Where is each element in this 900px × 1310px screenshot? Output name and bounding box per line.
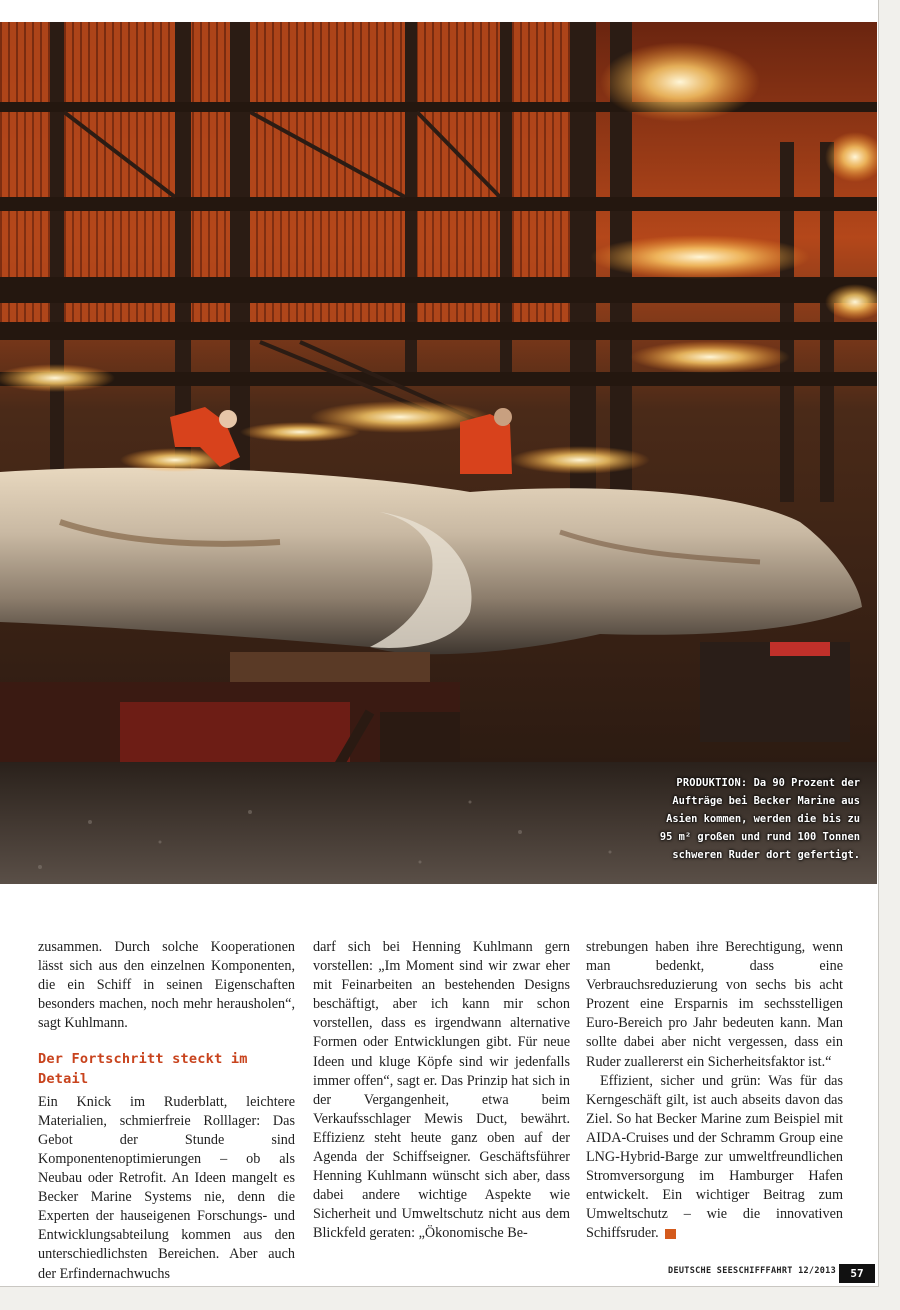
paragraph: zusammen. Durch solche Kooperationen lässt sich aus den einzelnen Komponenten, die ein Schiff in seinen Eigenschaften besonders machen, noch mehr herausholen“, sagt Kuhlmann. (38, 939, 295, 1032)
caption-line-1: Da 90 Prozent der (753, 777, 860, 789)
photo-caption (640, 774, 860, 864)
paragraph-text: Effizient, sicher und grün: Was für das Kerngeschäft gilt, ist auch abseits davon das Ziel. So hat Becker Marine zum Beispiel mit AIDA-Cruises und der Schramm Group eine LNG-Hybrid-Barge zur umweltfreundlichen Stromversorgung im Hamburger Hafen entwickelt. Ein wichtiger Beitrag zum Umweltschutz – wie die innovativen Schiffsruder. (586, 1072, 843, 1242)
caption-line-2: Aufträge bei Becker Marine aus (672, 795, 860, 807)
end-of-article-icon: ••• (665, 1229, 676, 1239)
caption-label: PRODUKTION: (676, 777, 748, 789)
caption-line-5: schweren Ruder dort gefertigt. (672, 849, 860, 861)
caption-line-3: Asien kommen, werden die bis zu (666, 813, 860, 825)
publication-footer: DEUTSCHE SEESCHIFFFAHRT 12/2013 (668, 1266, 836, 1276)
article-column-3 (586, 938, 843, 1244)
article-column-1 (38, 938, 295, 1284)
article-column-2 (313, 938, 570, 1244)
photo-rudder-production (0, 22, 877, 884)
paragraph-final (586, 1072, 843, 1244)
paragraph: darf sich bei Henning Kuhlmann gern vorstellen: „Im Moment sind wir zwar eher mit Feinarbeiten an bestehenden Designs beschäftigt, aber ich kann mir schon vorstellen, dass es irgendwann alternative Formen oder Entwicklungen gibt. Für neue Ideen und kluge Köpfe sind wir jedenfalls immer offen“, sagt er. Das Prinzip hat sich in der Vergangenheit, etwa beim Verkaufsschlager Mewis Duct, bewährt. Effizienz steht heute ganz oben auf der Agenda der Schiffseigner. Geschäftsführer Henning Kuhlmann wünscht sich aber, dass dabei andere wichtige Aspekte wie Sicherheit und Umweltschutz nicht aus dem Blickfeld geraten: „Ökonomische Be- (313, 939, 570, 1242)
subheading: Der Fortschritt steckt im Detail (38, 1051, 248, 1087)
paragraph: strebungen haben ihre Berechtigung, wenn man bedenkt, dass eine Verbrauchsreduzierung von sechs bis acht Prozent eine Ersparnis im sechsstelligen Euro-Bereich pro Jahr bedeuten kann. Man sollte dabei aber nicht vergessen, dass ein Ruder zuallererst ein Sicherheitsfaktor ist.“ (586, 939, 843, 1070)
page-number: 57 (839, 1264, 875, 1283)
caption-line-4: 95 m² großen und rund 100 Tonnen (659, 831, 860, 843)
paragraph: Ein Knick im Ruderblatt, leichtere Materialien, schmierfreie Rolllager: Das Gebot der Stunde sind Komponentenoptimierungen – ob als Neubau oder Retrofit. An Ideen mangelt es Becker Marine Systems nie, denn die Experten der hauseigenen Forschungs- und Entwicklungsabteilung kommen aus den unterschiedlichsten Bereichen. Aber auch der Erfindernachwuchs (38, 1093, 295, 1282)
